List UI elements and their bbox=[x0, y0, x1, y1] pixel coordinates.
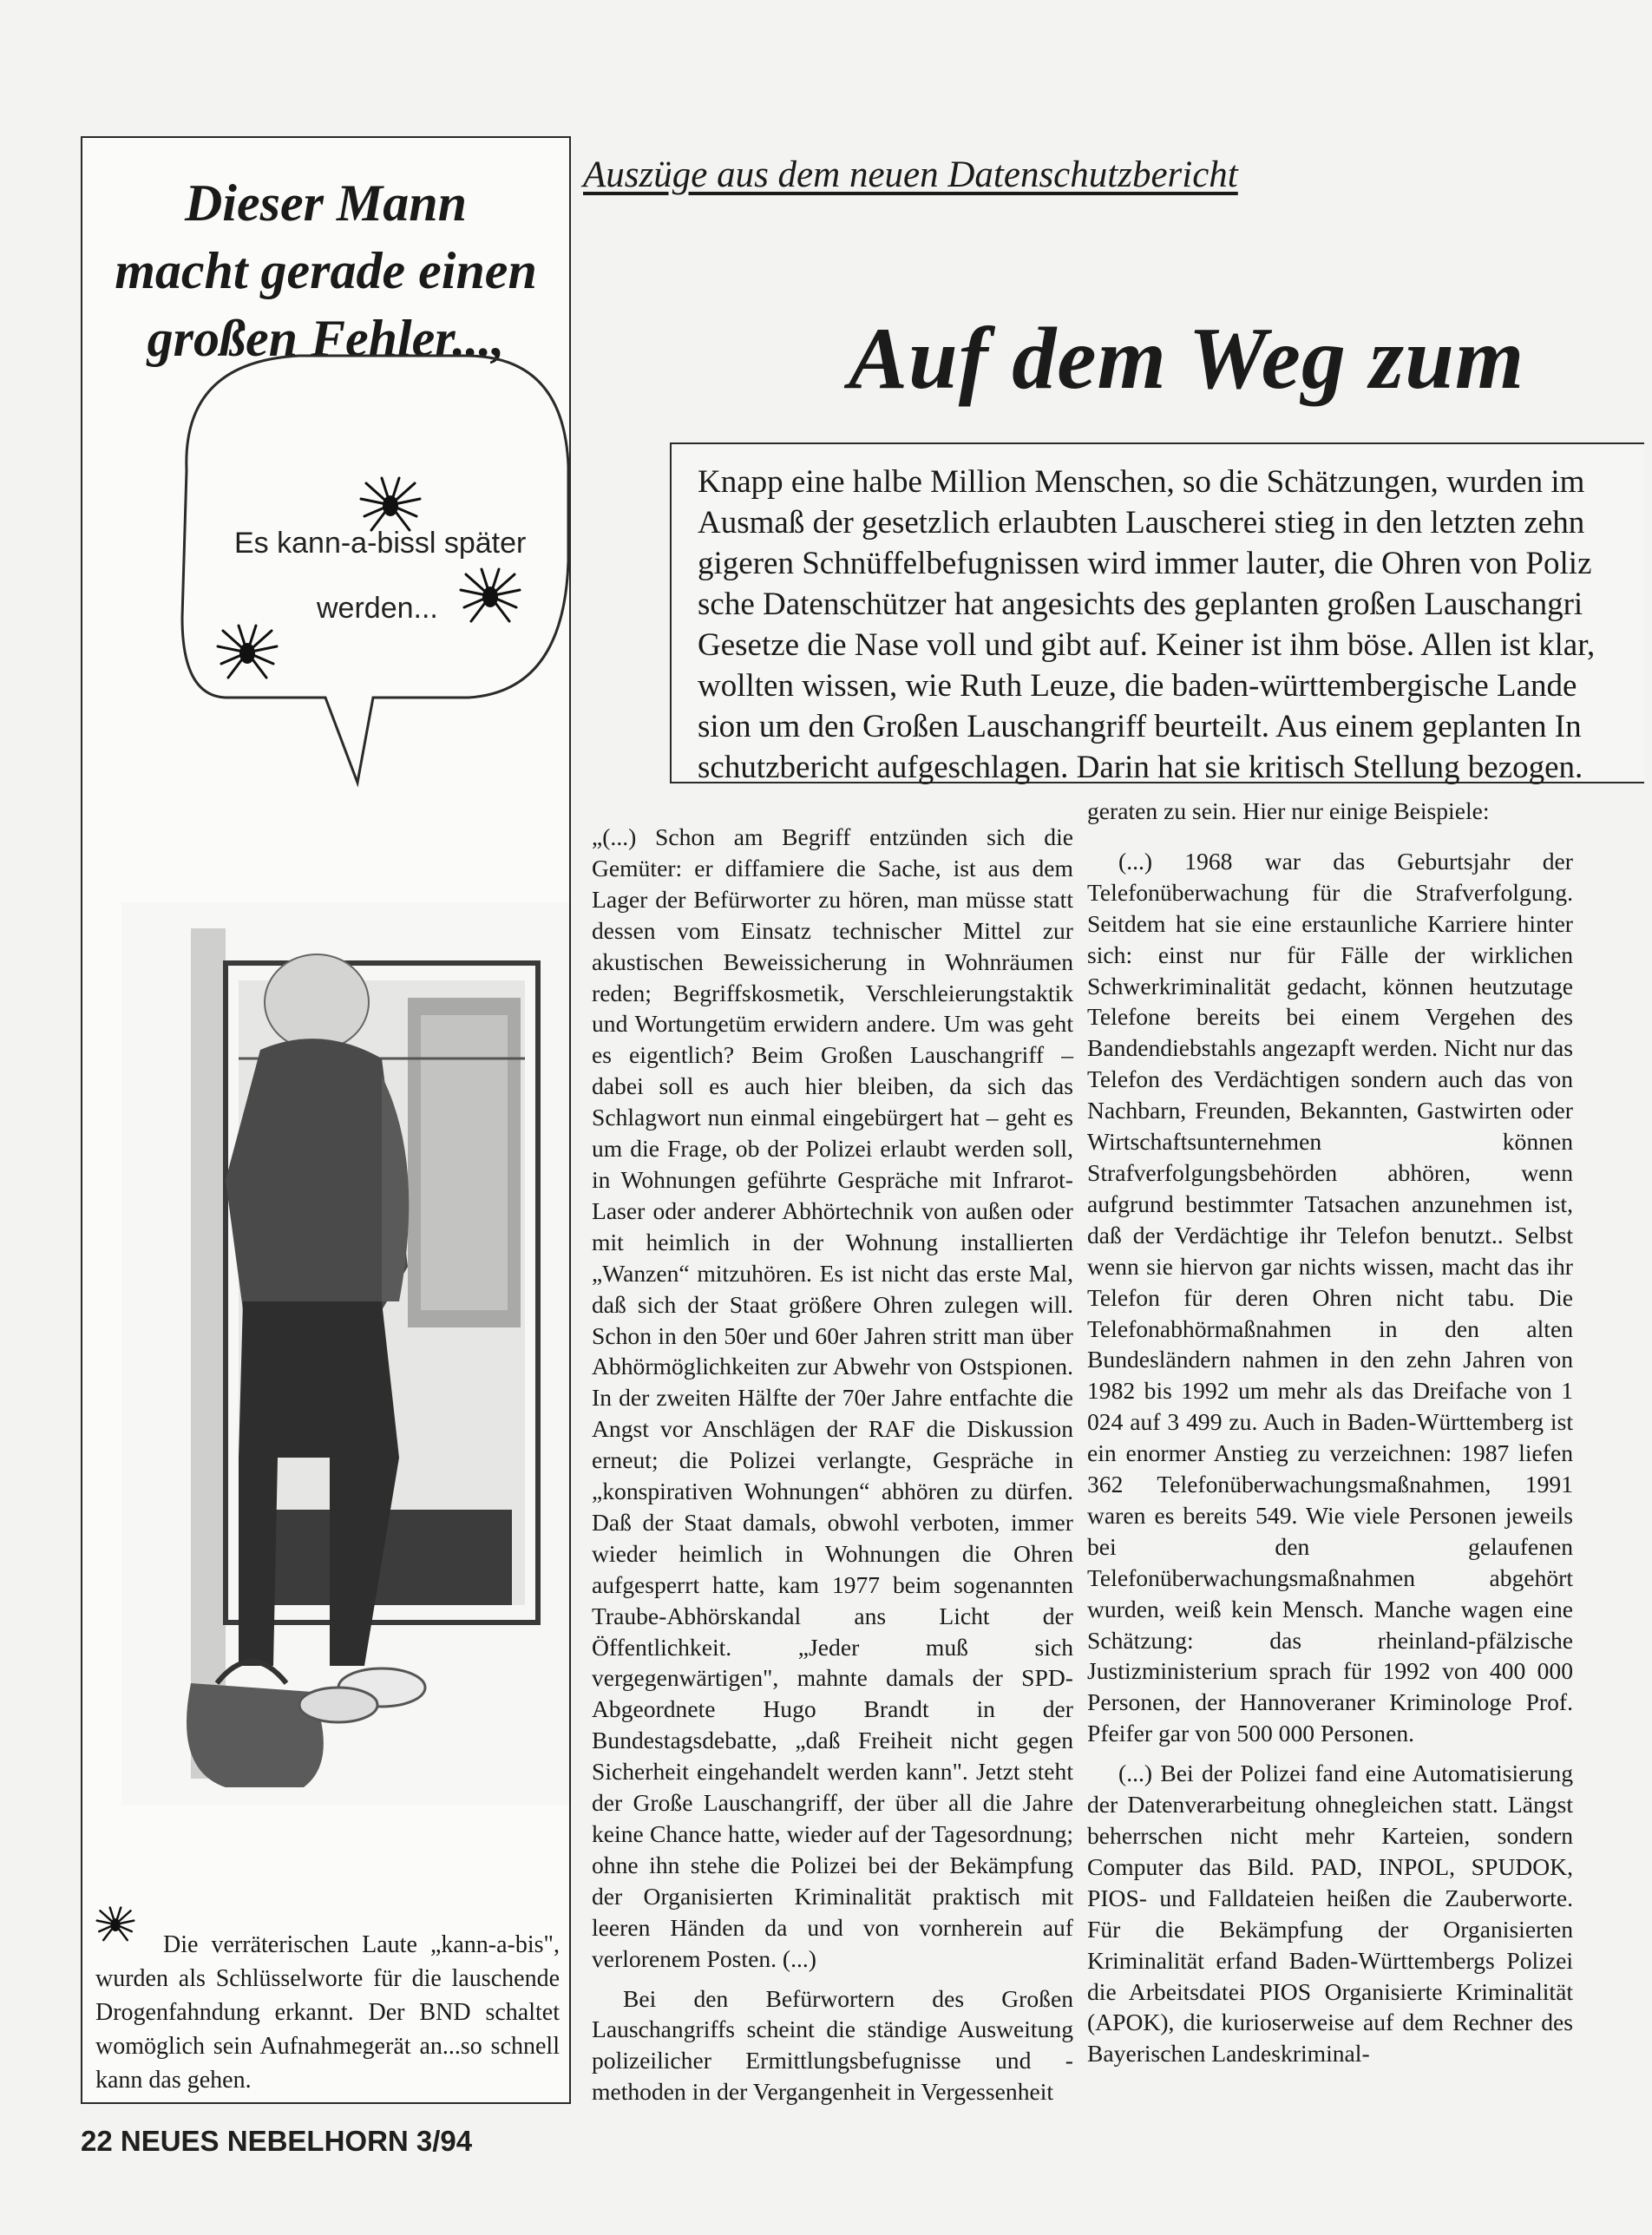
spider-icon bbox=[456, 566, 525, 626]
speech-bubble bbox=[95, 323, 581, 804]
photo-caption-text: Die verräterischen Laute „kann-a-bis", wurden als Schlüsselworte für die lauschende Drogenfahndung erkannt. Der BND schaltet womöglich sein Aufnahmegerät an...so schnell kann das gehen. bbox=[95, 1931, 560, 2094]
photo-caption bbox=[95, 1928, 560, 2097]
sidebar-heading-line-1: Dieser Mann bbox=[184, 174, 468, 232]
bubble-line-2: werden... bbox=[317, 592, 438, 625]
article-paragraph: „(...) Schon am Begriff entzünden sich die Gemüter: er diffamiere die Sache, ist aus dem Lager der Befürworter zu hören, man müsse statt dessen vom Einsatz technischer Mittel zur akustischen Beweissicherung in Wohnräumen reden; Begriffskosmetik, Verschleierungstaktik und Wortungetüm erwidern andere. Um was geht es eigentlich? Beim Großen Lauschangriff – dabei soll es auch hier bleiben, da sich das Schlagwort nun einmal eingebürgert hat – geht es um die Frage, ob der Polizei erlaubt werden soll, in Wohnungen geführte Gespräche mit Infrarot-Laser oder anderer Abhörtechnik von außen oder mit heimlich in der Wohnung installierten „Wanzen“ mitzuhören. Es ist nicht das erste Mal, daß sich der Staat größere Ohren zulegen will. Schon in den 50er und 60er Jahren stritt man über Abhörmöglichkeiten zur Abwehr von Ostspionen. In der zweiten Hälfte der 70er Jahre entfachte die Angst vor Anschlägen der RAF die Diskussion erneut; die Polizei verlangte, Gespräche in „konspirativen Wohnungen“ abhören zu dürfen. Daß der Staat damals, obwohl verboten, immer wieder heimlich in Wohnungen die Ohren aufgesperrt hatte, kam 1977 beim sogenannten Traube-Abhörskandal ans Licht der Öffentlichkeit. „Jeder muß sich vergegenwärtigen", mahnte damals der SPD-Abgeordnete Hugo Brandt in der Bundestagsdebatte, „daß Freiheit nicht gegen Sicherheit eingehandelt werden kann". Jetzt steht der Große Lauschangriff, der über all die Jahre keine Chance hatte, wieder auf der Tagesordnung; ohne ihn stehe die Polizei bei der Bekämpfung der Organisierten Kriminalität praktisch mit leeren Händen da und von vornherein auf verlorenem Posten. (...) bbox=[592, 823, 1073, 1972]
intro-text bbox=[698, 462, 1652, 788]
intro-line: Gesetze die Nase voll und gibt auf. Keiner ist ihm böse. Allen ist klar, bbox=[698, 627, 1596, 663]
article-headline: Auf dem Weg zum bbox=[849, 310, 1525, 408]
intro-line: sche Datenschützer hat angesichts des geplanten großen Lauschangri bbox=[698, 587, 1583, 622]
speech-bubble-outline bbox=[95, 323, 581, 804]
intro-box bbox=[670, 442, 1644, 783]
article-column-2 bbox=[1087, 796, 1573, 2071]
page-footer: 22 NEUES NEBELHORN 3/94 bbox=[81, 2125, 473, 2157]
intro-line: gigeren Schnüffelbefugnissen wird immer lauter, die Ohren von Poliz bbox=[698, 546, 1592, 581]
spider-icon bbox=[356, 475, 425, 535]
article-paragraph: geraten zu sein. Hier nur einige Beispiele: bbox=[1087, 797, 1490, 824]
intro-line: wollten wissen, wie Ruth Leuze, die baden-württembergische Lande bbox=[698, 668, 1577, 704]
article-paragraph: (...) 1968 war das Geburtsjahr der Telefonüberwachung für die Strafverfolgung. Seitdem hat sie eine erstaunliche Karriere hinter sich: einst nur für Fälle der wirklichen Schwerkriminalität gedacht, können heutzutage Telefone bereits bei einem Vergehen des Bandendiebstahls angezapft werden. Nicht nur das Telefon des Verdächtigen sondern auch das von Nachbarn, Freunden, Bekannten, Gastwirten oder Wirtschaftsunternehmen können Strafverfolgungsbehörden abhören, wenn aufgrund bestimmter Tatsachen anzunehmen ist, daß der Verdächtige ihr Telefon benutzt.. Selbst wenn sie hiervon gar nichts wissen, macht das ihr Telefon für deren Ohren nicht tabu. Die Telefonabhörmaßnahmen in den alten Bundesländern nahmen in den zehn Jahren von 1982 bis 1992 um mehr als das Dreifache von 1 024 auf 3 499 zu. Auch in Baden-Württemberg ist ein enormer Anstieg zu verzeichnen: 1987 liefen 362 Telefonüberwachungsmaßnahmen, 1991 waren es bereits 549. Wie viele Personen jeweils bei den gelaufenen Telefonüberwachungsmaßnahmen abgehört wurden, weiß kein Mensch. Manche wagen eine Schätzung: das rheinland-pfälzische Justizministerium sprach für 1992 von 400 000 Personen, der Hannoveraner Kriminologe Prof. Pfeifer gar von 500 000 Personen. bbox=[1087, 847, 1573, 1747]
intro-line: Ausmaß der gesetzlich erlaubten Lauscherei stieg in den letzten zehn bbox=[698, 505, 1585, 541]
man-at-door-photo bbox=[121, 902, 569, 1805]
intro-line: schutzbericht aufgeschlagen. Darin hat sie kritisch Stellung bezogen. bbox=[698, 750, 1583, 785]
spider-icon bbox=[213, 622, 282, 683]
article-paragraph: Bei den Befürwortern des Großen Lauschangriffs scheint die ständige Ausweitung polizeilicher Ermittlungsbefugnisse und -methoden in der Vergangenheit in Vergessenheit bbox=[592, 1984, 1073, 2106]
article-paragraph: (...) Bei der Polizei fand eine Automatisierung der Datenverarbeitung ohnegleichen statt. Längst beherrschen nicht mehr Karteien, sondern Computer das Bild. PAD, INPOL, SPUDOK, PIOS- und Falldateien heißen die Zauberworte. Für die Bekämpfung der Organisierten Kriminalität erfand Baden-Württembergs Polizei die Arbeitsdatei PIOS Organisierte Kriminalität (APOK), die kurioserweise auf dem Rechner des Bayerischen Landeskriminal- bbox=[1087, 1760, 1573, 2068]
sidebar-heading-line-2: macht gerade einen bbox=[115, 242, 537, 299]
sidebar-heading-line-3: großen Fehler..., bbox=[147, 310, 505, 367]
intro-line: Knapp eine halbe Million Menschen, so die Schätzungen, wurden im bbox=[698, 464, 1585, 500]
article-column-1 bbox=[592, 822, 1073, 2106]
article-kicker: Auszüge aus dem neuen Datenschutzbericht bbox=[583, 154, 1238, 195]
intro-line: sion um den Großen Lauschangriff beurteilt. Aus einem geplanten In bbox=[698, 709, 1582, 744]
bubble-line-1: Es kann-a-bissl später bbox=[234, 527, 527, 560]
